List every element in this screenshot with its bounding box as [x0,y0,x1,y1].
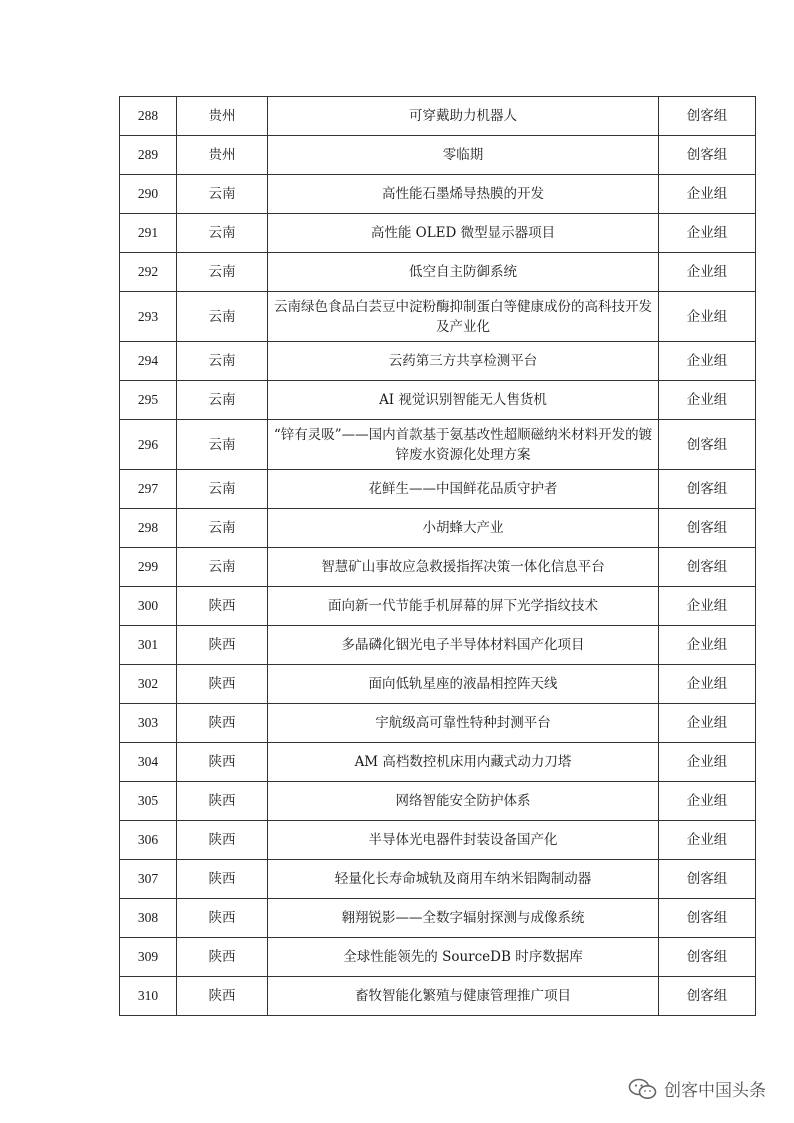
row-province: 贵州 [177,97,268,136]
row-project-name: 云药第三方共享检测平台 [268,342,659,381]
row-number: 300 [120,587,177,626]
row-group: 创客组 [659,860,756,899]
table-row [120,938,756,977]
row-province: 陕西 [177,743,268,782]
row-number: 290 [120,175,177,214]
table-row [120,743,756,782]
row-project-name: AI 视觉识别智能无人售货机 [268,381,659,420]
row-number: 306 [120,821,177,860]
table-row [120,977,756,1016]
row-number: 295 [120,381,177,420]
row-number: 302 [120,665,177,704]
row-province: 云南 [177,470,268,509]
row-group: 企业组 [659,381,756,420]
row-number: 301 [120,626,177,665]
row-province: 云南 [177,381,268,420]
watermark-text: 创客中国头条 [664,1081,766,1101]
row-project-name: 低空自主防御系统 [268,253,659,292]
project-list-table [119,96,756,1016]
table-body [120,97,756,1016]
row-number: 289 [120,136,177,175]
row-project-name: 高性能 OLED 微型显示器项目 [268,214,659,253]
table-row [120,626,756,665]
row-project-name: 高性能石墨烯导热膜的开发 [268,175,659,214]
table-row [120,587,756,626]
row-project-name: 宇航级高可靠性特种封测平台 [268,704,659,743]
row-project-name: 面向低轨星座的液晶相控阵天线 [268,665,659,704]
row-project-name: 小胡蜂大产业 [268,509,659,548]
row-project-name: 翱翔锐影——全数字辐射探测与成像系统 [268,899,659,938]
row-project-name: 智慧矿山事故应急救援指挥决策一体化信息平台 [268,548,659,587]
row-project-name: 花鲜生——中国鲜花品质守护者 [268,470,659,509]
row-project-name: 全球性能领先的 SourceDB 时序数据库 [268,938,659,977]
row-number: 294 [120,342,177,381]
row-province: 云南 [177,342,268,381]
row-province: 云南 [177,420,268,470]
table-row [120,214,756,253]
row-number: 307 [120,860,177,899]
row-project-name: 可穿戴助力机器人 [268,97,659,136]
row-group: 企业组 [659,292,756,342]
row-number: 309 [120,938,177,977]
row-project-name: 畜牧智能化繁殖与健康管理推广项目 [268,977,659,1016]
row-province: 贵州 [177,136,268,175]
row-province: 陕西 [177,899,268,938]
row-group: 企业组 [659,253,756,292]
row-group: 企业组 [659,214,756,253]
watermark [628,1076,766,1101]
row-number: 296 [120,420,177,470]
row-province: 陕西 [177,626,268,665]
table-row [120,97,756,136]
row-province: 陕西 [177,860,268,899]
row-group: 创客组 [659,899,756,938]
row-number: 297 [120,470,177,509]
row-group: 企业组 [659,665,756,704]
table-row [120,342,756,381]
row-group: 企业组 [659,342,756,381]
row-group: 企业组 [659,782,756,821]
row-number: 305 [120,782,177,821]
row-province: 陕西 [177,821,268,860]
row-province: 云南 [177,548,268,587]
row-province: 陕西 [177,977,268,1016]
row-project-name: 零临期 [268,136,659,175]
row-province: 云南 [177,253,268,292]
row-province: 云南 [177,214,268,253]
table-row [120,253,756,292]
row-group: 创客组 [659,509,756,548]
table-row [120,509,756,548]
table-row [120,704,756,743]
row-group: 企业组 [659,821,756,860]
table-row [120,381,756,420]
row-project-name: 多晶磷化铟光电子半导体材料国产化项目 [268,626,659,665]
row-province: 云南 [177,292,268,342]
table-row [120,899,756,938]
row-province: 陕西 [177,587,268,626]
row-project-name: 面向新一代节能手机屏幕的屏下光学指纹技术 [268,587,659,626]
table-row [120,292,756,342]
table-row [120,860,756,899]
row-group: 创客组 [659,97,756,136]
table-row [120,420,756,470]
table-row [120,821,756,860]
row-group: 企业组 [659,743,756,782]
table-row [120,548,756,587]
table-row [120,782,756,821]
row-group: 创客组 [659,977,756,1016]
row-group: 企业组 [659,626,756,665]
row-project-name: “锌有灵吸”——国内首款基于氨基改性超顺磁纳米材料开发的镀锌废水资源化处理方案 [268,420,659,470]
row-number: 310 [120,977,177,1016]
row-province: 陕西 [177,665,268,704]
table-row [120,665,756,704]
row-number: 299 [120,548,177,587]
row-number: 303 [120,704,177,743]
row-group: 创客组 [659,938,756,977]
row-province: 陕西 [177,938,268,977]
wechat-icon [628,1077,658,1101]
row-number: 304 [120,743,177,782]
row-province: 云南 [177,175,268,214]
row-group: 企业组 [659,587,756,626]
row-number: 298 [120,509,177,548]
row-project-name: AM 高档数控机床用内藏式动力刀塔 [268,743,659,782]
row-project-name: 轻量化长寿命城轨及商用车纳米铝陶制动器 [268,860,659,899]
row-group: 创客组 [659,548,756,587]
row-number: 308 [120,899,177,938]
row-number: 293 [120,292,177,342]
row-group: 企业组 [659,175,756,214]
row-number: 292 [120,253,177,292]
row-number: 288 [120,97,177,136]
row-province: 云南 [177,509,268,548]
row-group: 创客组 [659,136,756,175]
table-row [120,175,756,214]
row-group: 创客组 [659,470,756,509]
row-group: 创客组 [659,420,756,470]
row-group: 企业组 [659,704,756,743]
table-row [120,470,756,509]
row-project-name: 半导体光电器件封装设备国产化 [268,821,659,860]
row-province: 陕西 [177,782,268,821]
row-project-name: 云南绿色食品白芸豆中淀粉酶抑制蛋白等健康成份的高科技开发及产业化 [268,292,659,342]
row-number: 291 [120,214,177,253]
row-project-name: 网络智能安全防护体系 [268,782,659,821]
row-province: 陕西 [177,704,268,743]
table-row [120,136,756,175]
